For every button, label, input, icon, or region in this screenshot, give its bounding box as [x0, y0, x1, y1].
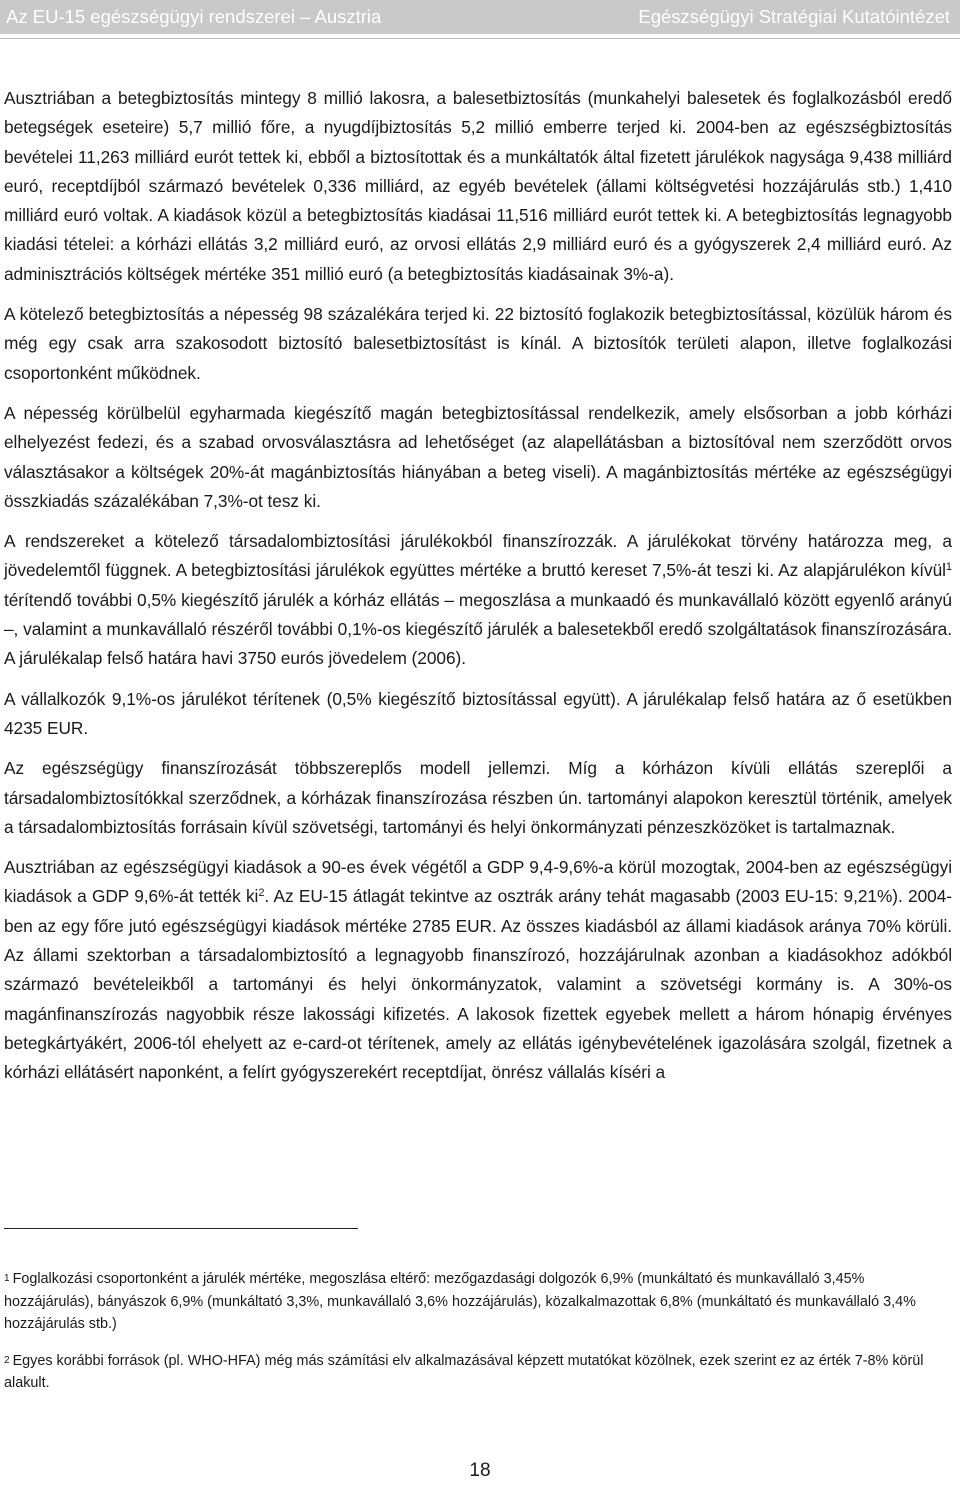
- paragraph-insurance-overview: Ausztriában a betegbiztosítás mintegy 8 millió lakosra, a balesetbiztosítás (munkahelyi balesetek és foglalkozásból eredő betegségek eseteire) 5,7 millió főre, a nyugdíjbiztosítás 5,2 millió emberre terjed ki. 2004-ben az egészségbiztosítás bevételei 11,263 milliárd eurót tettek ki, ebből a biztosítottak és a munkáltatók által fizetett járulékok nagysága 9,438 milliárd euró, receptdíjból származó bevételek 0,336 milliárd, az egyéb bevételek (állami költségvetési hozzájárulás stb.) 1,410 milliárd euró voltak. A kiadások közül a betegbiztosítás kiadásai 11,516 milliárd eurót tettek ki. A betegbiztosítás legnagyobb kiadási tételei: a kórházi ellátás 3,2 milliárd euró, az orvosi ellátás 2,9 milliárd euró és a gyógyszerek 2,4 milliárd euró. Az adminisztrációs költségek mértéke 351 millió euró (a betegbiztosítás kiadásainak 3%-a).: [4, 88, 952, 284]
- paragraph-expenditure: [4, 853, 952, 1087]
- paragraph-compulsory-insurance: A kötelező betegbiztosítás a népesség 98 százalékára terjed ki. 22 biztosító foglakozik betegbiztosítással, közülük három és még egy csak arra szakosodott biztosító balesetbiztosítást is kínál. A biztosítók területi alapon, illetve foglalkozási csoportonként működnek.: [4, 304, 952, 383]
- body-text: [4, 84, 952, 1099]
- paragraph-contributions-part2: térítendő további 0,5% kiegészítő járulék a kórház ellátás – megoszlása a munkaadó és munkavállaló között egyenlő arányú –, valamint a munkavállaló részéről további 0,1%-os kiegészítő járulék a balesetekből eredő szolgáltatások finanszírozására. A járulékalap felső határa havi 3750 eurós jövedelem (2006).: [4, 589, 952, 669]
- header-title-left: Az EU-15 egészségügyi rendszerei – Ausztria: [6, 6, 382, 27]
- paragraph-expenditure-part1: Ausztriában az egészségügyi kiadások a 90-es évek végétől a GDP 9,4-9,6%-a körül mozogtak, 2004-ben az egészségügyi kiadások a GDP 9,6%-át tették ki: [4, 857, 952, 907]
- footnotes: [4, 1268, 952, 1409]
- page-number: 18: [469, 1460, 491, 1481]
- paragraph-financing-model: Az egészségügy finanszírozását többszereplős modell jellemzi. Míg a kórházon kívüli ellátás szereplői a társadalombiztosítókkal szerződnek, a kórházak finanszírozása részben ún. tartományi alapokon keresztül történik, amelyek a társadalombiztosítás forrásain kívül szövetségi, tartományi és helyi önkormányzati pénzeszközöket is tartalmaznak.: [4, 758, 952, 837]
- paragraph-expenditure-part2: . Az EU-15 átlagát tekintve az osztrák arány tehát magasabb (2003 EU-15: 9,21%). 2004-ben az egy főre jutó egészségügyi kiadások mértéke 2785 EUR. Az összes kiadásból az állami kiadások aránya 70% körüli. Az állami szektorban a társadalombiztosító a legnagyobb finanszírozó, hozzájárulnak azonban a kiadásokhoz adókból származó bevételeikből a tartományi és helyi önkormányzatok, valamint a szövetségi kormány is. A 30%-os magánfinanszírozás nagyobbik része lakossági kifizetés. A lakosok fizettek egyebek mellett a három hónapig érvényes betegkártyákért, 2006-tól ehelyett az e-card-ot térítenek, amely az ellátás igénybevételének igazolására szolgál, fizetnek a kórházi ellátásért naponként, a felírt gyógyszerekért receptdíjat, önrész vállalás kíséri a: [4, 886, 952, 1083]
- header-rule: [0, 38, 960, 39]
- footnote-separator: [4, 1228, 358, 1229]
- paragraph-contributions-part1: A rendszereket a kötelező társadalombiztosítási járulékokból finanszírozzák. A járulékokat törvény határozza meg, a jövedelemtől függnek. A betegbiztosítási járulékok együttes mértéke a bruttó kereset 7,5%-át teszi ki. Az alapjárulékon kívül: [4, 531, 952, 581]
- footnote-2: [4, 1350, 952, 1395]
- header-title-right: Egészségügyi Stratégiai Kutatóintézet: [638, 6, 950, 27]
- paragraph-contributions: [4, 527, 952, 673]
- footnote-text: Egyes korábbi források (pl. WHO-HFA) még más számítási elv alkalmazásával képzett mutatókat közölnek, ezek szerint ez az érték 7-8% körül alakult.: [4, 1352, 924, 1391]
- footnote-text: Foglalkozási csoportonként a járulék mértéke, megoszlása eltérő: mezőgazdasági dolgozók 6,9% (munkáltató és munkavállaló 3,45% hozzájárulás), bányászok 6,9% (munkáltató 3,3%, munkavállaló 3,6% hozzájárulás), közalkalmazottak 6,8% (munkáltató és munkavállaló 3,4% hozzájárulás stb.): [4, 1271, 916, 1332]
- running-header: [0, 0, 960, 34]
- paragraph-private-insurance: A népesség körülbelül egyharmada kiegészítő magán betegbiztosítással rendelkezik, amely elsősorban a jobb kórházi elhelyezést fedezi, és a szabad orvosválasztásra ad lehetőséget (az alapellátásban a biztosítóval nem szerződött orvos választásakor a költségek 20%-át magánbiztosítás hiányában a beteg viseli). A magánbiztosítás mértéke az egészségügyi összkiadás százalékában 7,3%-ot tesz ki.: [4, 402, 952, 511]
- footnote-number: 2: [4, 1354, 10, 1366]
- paragraph-entrepreneurs: A vállalkozók 9,1%-os járulékot térítenek (0,5% kiegészítő biztosítással együtt). A járulékalap felső határa az ő esetükben 4235 EUR.: [4, 688, 952, 738]
- footnote-number: 1: [4, 1273, 10, 1284]
- footnote-ref-2[interactable]: 2: [258, 887, 265, 900]
- footnote-1: [4, 1268, 952, 1336]
- footnote-ref-1[interactable]: 1: [945, 561, 952, 574]
